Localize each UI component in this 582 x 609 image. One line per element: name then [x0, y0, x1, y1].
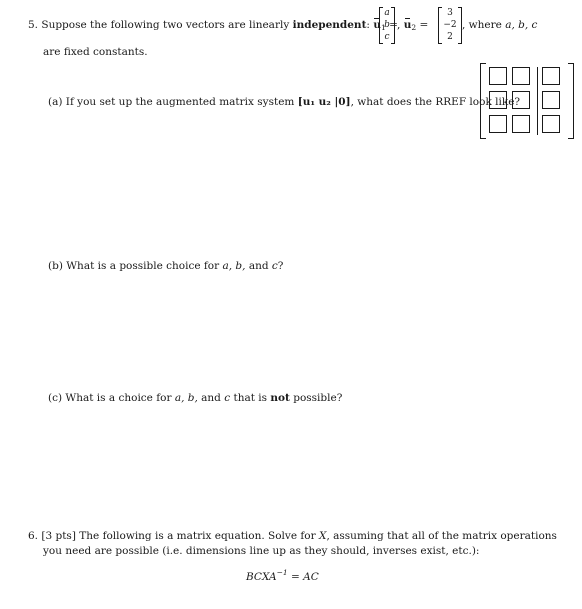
rref-box-r3c3[interactable]: [542, 115, 560, 133]
u2-entry-1: 3: [447, 7, 453, 18]
rref-augment-divider: [537, 67, 538, 135]
part-b-q: ?: [277, 260, 284, 272]
q6-line1-text: The following is a matrix equation. Solve for: [79, 530, 316, 542]
u1-entry-c: c: [384, 32, 390, 43]
part-c-and: and: [201, 392, 221, 404]
q5-where: [462, 19, 537, 31]
rref-box-r3c1[interactable]: [489, 115, 507, 133]
part-c: [48, 392, 342, 404]
rref-box-r1c3[interactable]: [542, 67, 560, 85]
u1-eq: =: [389, 19, 398, 31]
u2-entry-2: −2: [443, 19, 457, 30]
rref-grid: [489, 67, 562, 135]
part-b-and: and: [248, 260, 269, 272]
q6-eq-rhs: = AC: [287, 571, 319, 583]
rref-box-r2c3[interactable]: [542, 91, 560, 109]
u1-entry-a: a: [384, 7, 390, 18]
u1-vector: [379, 7, 395, 44]
part-c-text: What is a choice for: [65, 392, 172, 404]
part-c-label: (c): [48, 392, 63, 404]
part-a-matrix: [u₁ u₂ |0]: [297, 96, 351, 108]
u2-sub: 2: [411, 23, 417, 32]
u2-entry-3: 2: [447, 32, 453, 43]
part-b-vars: a, b,: [222, 260, 246, 272]
q6-line1: [28, 530, 557, 542]
q6-eq-sup: −1: [276, 568, 288, 577]
rref-box-r2c2[interactable]: [512, 91, 530, 109]
q6-equation: [246, 568, 319, 583]
comma-1: ,: [397, 19, 401, 31]
u1-entry-b: b: [384, 19, 390, 30]
q6-number: 6.: [28, 530, 39, 542]
q6-line1-tail: , assuming that all of the matrix operations: [326, 530, 557, 542]
part-c-mid: that is: [233, 392, 268, 404]
part-b: [48, 260, 283, 272]
where-text: , where: [462, 19, 502, 31]
rref-box-r1c1[interactable]: [489, 67, 507, 85]
rref-box-r3c2[interactable]: [512, 115, 530, 133]
u2-vector: [438, 7, 462, 44]
part-c-not: not: [270, 392, 290, 404]
q5-number: 5.: [28, 19, 39, 31]
u1-label: u: [373, 19, 381, 31]
q6-X: X: [318, 530, 327, 542]
q5-line2: are fixed constants.: [43, 46, 148, 58]
q5-keyword: independent: [292, 19, 367, 31]
part-c-c: c: [224, 392, 231, 404]
part-b-label: (b): [48, 260, 63, 272]
rref-answer-matrix: [480, 63, 574, 139]
part-c-vars: a, b,: [174, 392, 198, 404]
where-vars: a, b, c: [505, 19, 538, 31]
rref-box-r2c1[interactable]: [489, 91, 507, 109]
part-a-text: If you set up the augmented matrix system: [65, 96, 295, 108]
rref-box-r1c2[interactable]: [512, 67, 530, 85]
q6-line2: you need are possible (i.e. dimensions line up as they should, inverses exist, etc.):: [43, 545, 480, 557]
q5-line1: [28, 19, 401, 32]
q6-pts: [3 pts]: [41, 530, 76, 542]
part-b-text: What is a possible choice for: [66, 260, 220, 272]
part-a-label: (a): [48, 96, 63, 108]
u2-label-group: [397, 19, 428, 32]
u2-eq: =: [419, 19, 429, 31]
q6-eq-lhs: BCXA: [246, 571, 277, 583]
part-a: [48, 96, 520, 108]
u1-sub: 1: [380, 23, 386, 32]
part-a-tail: , what does the RREF look like?: [350, 96, 521, 108]
part-c-end: possible?: [293, 392, 343, 404]
q5-intro: Suppose the following two vectors are linearly: [41, 19, 290, 31]
part-b-c: c: [271, 260, 278, 272]
q5-colon: :: [366, 19, 370, 31]
u2-label: u: [403, 19, 412, 31]
